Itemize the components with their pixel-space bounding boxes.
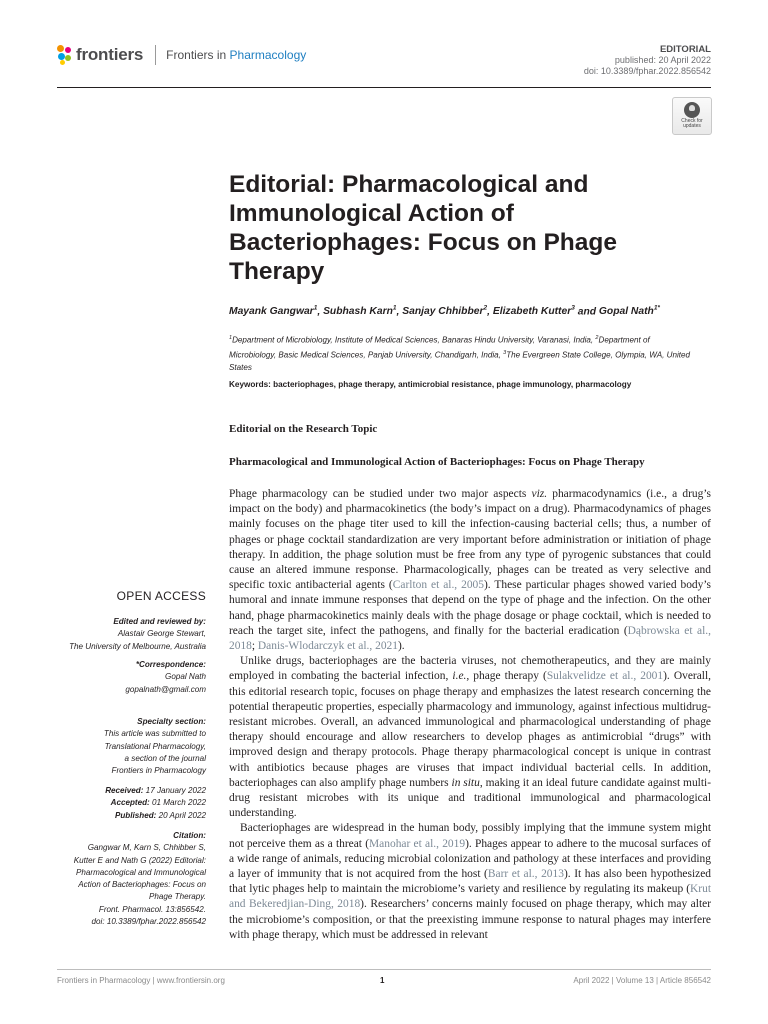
badge-line-1: Check for — [681, 118, 703, 124]
dates-section — [40, 785, 206, 822]
article-body — [229, 487, 711, 943]
body-text-run: ). — [397, 640, 405, 653]
author-list: Mayank Gangwar$^1$, Subhash Karn$^1$, Sanjay Chhibber$^2$, Elizabeth Kutter$^3$ and Gopal Nath$^{1*}$ — [229, 305, 660, 318]
brand-name: frontiers — [76, 45, 144, 64]
correspondent-email[interactable]: gopalnath@gmail.com — [125, 684, 206, 694]
edited-by-label: Edited and reviewed by: — [113, 617, 206, 626]
italic-term: i.e., — [452, 670, 470, 683]
affiliations: $^1$Department of Microbiology, Institute of Medical Sciences, Banaras Hindu University, Varanasi, India, $^2$Department of Microbiology, Basic Medical Sciences, Panjab University, Chandigarh, India, $^3$The Evergreen State College, Olympia, WA, United States — [229, 335, 691, 373]
citation-doi[interactable]: doi: 10.3389/fphar.2022.856542 — [91, 917, 206, 927]
affiliation: The Evergreen State College, Olympia, WA, United States — [229, 350, 691, 373]
article-type: EDITORIAL — [659, 44, 711, 55]
body-text-run: Phage pharmacology can be studied under two major aspects — [229, 488, 532, 500]
citation-line: Gangwar M, Karn S, Chhibber S, — [87, 843, 206, 853]
check-updates-icon — [684, 102, 700, 118]
body-text-run: phage therapy ( — [469, 670, 547, 683]
body-text-run: ). These particular phages showed varied body’s humoral and innate immune responses that depend on the type of phage and the infection. On the other hand, phage pharmacokinetics mainly deals with the phage dosage or phage cocktail, which is needed to reach the target site, infect the pathogens, and finally for the bacterial eradication ( — [229, 579, 711, 637]
header-rule — [57, 87, 711, 88]
body-text-run: Unlike drugs, bacteriophages are the bacteria viruses, not chemotherapeutics, and they are mainly employed in combating the bacterial infection, — [229, 655, 711, 683]
body-text-run: Bacteriophages are widespread in the human body, possibly implying that the immune system might not perceive them as a threat ( — [229, 822, 711, 850]
citation-link[interactable]: Danis-Wlodarczyk et al., 2021 — [257, 640, 398, 653]
research-topic-link[interactable]: Pharmacological and Immunological Action of Bacteriophages: Focus on Phage Therapy — [229, 456, 645, 468]
correspondence-label: *Correspondence: — [135, 660, 206, 669]
body-paragraph — [229, 821, 711, 943]
citation-link[interactable]: Carlton et al., 2005 — [392, 579, 484, 592]
journal-name — [166, 48, 306, 62]
body-text-run: ; — [251, 640, 258, 653]
citation-section — [40, 830, 206, 928]
article-title: Editorial: Pharmacological and Immunological Action of Bacteriophages: Focus on Phage Therapy — [229, 171, 617, 285]
body-paragraph — [229, 487, 711, 654]
specialty-line: This article was submitted to — [103, 729, 206, 739]
italic-term: in situ — [451, 776, 480, 789]
citation-line: Phage Therapy. — [149, 892, 206, 902]
body-text-run: ). Phages appear to adhere to the mucosal surfaces of a wide range of animals, reducing microbial colonization and pathology at these interfaces and providing a layer of immunity that is not acquired from the host ( — [229, 837, 711, 881]
body-text-run: ). It has also been hypothesized that lytic phages help to maintain the microbiome’s variety and resilience by regulating its makeup ( — [229, 868, 711, 896]
body-paragraph — [229, 654, 711, 821]
citation-link[interactable]: Manohar et al., 2019 — [369, 837, 466, 850]
specialty-section — [40, 716, 206, 777]
body-text-run: pharmacodynamics (i.e., a drug’s impact on the body) and pharmacokinetics (the body’s impact on a drug). Pharmacodynamics of phages mainly focuses on the phage titer used to kill the infection-causing bacterial cells; thus, a number of phages or phage cocktail standardization are very important before administration or initiation of phage therapy. In addition, the phage solution must be free from any type of pyrogenic substances that could cause an altered immune response. Pharmacologically, phages can be treated as very selective and specific toxic antibacterial agents ( — [229, 488, 711, 592]
footer-issue-info: April 2022 | Volume 13 | Article 856542 — [573, 976, 711, 985]
affiliation: Department of Microbiology, Institute of Medical Sciences, Banaras Hindu University, Varanasi, India, — [232, 335, 596, 345]
footer-journal-link[interactable]: Frontiers in Pharmacology | www.frontiersin.org — [57, 976, 225, 985]
frontiers-logo[interactable] — [57, 45, 306, 65]
body-text-run: , making it an ideal future candidate against multi-drug resistant microbes with its unique and traditional immunological and pharmacological understanding. — [229, 776, 712, 820]
editor-section — [40, 616, 206, 653]
affiliation: Department of Microbiology, Basic Medical Sciences, Panjab University, Chandigarh, India, — [229, 335, 650, 360]
article-meta — [584, 44, 711, 77]
logo-divider — [155, 45, 156, 65]
correspondence-section — [40, 659, 206, 696]
editorial-on-label: Editorial on the Research Topic — [229, 423, 378, 435]
citation-link[interactable]: Dąbrowska et al., 2018 — [229, 624, 711, 653]
editor-affiliation: The University of Melbourne, Australia — [69, 641, 206, 651]
footer-rule — [57, 969, 711, 970]
accepted-date: Accepted: 01 March 2022 — [110, 798, 206, 808]
keywords: Keywords: bacteriophages, phage therapy, antimicrobial resistance, phage immunology, pharmacology — [229, 380, 632, 389]
published-date-side: Published: 20 April 2022 — [114, 810, 206, 820]
citation-line: Front. Pharmacol. 13:856542. — [98, 904, 206, 914]
open-access-label: OPEN ACCESS — [116, 589, 206, 603]
specialty-label: Specialty section: — [137, 717, 206, 726]
citation-link[interactable]: Krut and Bekeredjian-Ding, 2018 — [229, 883, 711, 911]
author[interactable]: Gopal Nath$^{1*}$ — [598, 305, 660, 318]
page-number: 1 — [380, 976, 385, 985]
journal-brand: Pharmacology — [229, 48, 307, 62]
body-text-run: ). Researchers’ concerns mainly focused on phage therapy, which may alter the microbiome’s composition, or that the preexisting immune response to natural phages may interfere with phage therapy, which must be addressed in relevant — [229, 898, 712, 941]
specialty-line: Frontiers in Pharmacology — [111, 766, 206, 776]
citation-link[interactable]: Sulakvelidze et al., 2001 — [546, 670, 664, 683]
citation-line: Kutter E and Nath G (2022) Editorial: — [73, 855, 206, 865]
author[interactable]: Sanjay Chhibber$^2$ — [402, 305, 488, 318]
specialty-line: a section of the journal — [124, 753, 206, 763]
published-date: published: 20 April 2022 — [614, 55, 711, 65]
citation-line: Action of Bacteriophages: Focus on — [78, 880, 206, 890]
body-text-run: ). Overall, this editorial research topic, focuses on phage therapy and emphasizes the latest research concerning the potential therapeutic properties, especially pharmacology and immunology, against infectious multidrug-resistant microbes. Overall, an advanced immunological and pharmacological understanding of phage therapy should encourage and allow researchers to develop phages as antimicrobial “drugs” with improved design and therapy protocols. Phage therapy pharmacological concept is unique in contrast with antibiotics because phages are viruses that impact individual bacterial cells. In addition, bacteriophages can also amplify phage numbers — [229, 670, 711, 789]
received-date: Received: 17 January 2022 — [105, 786, 206, 795]
header-doi[interactable]: doi: 10.3389/fphar.2022.856542 — [583, 66, 711, 76]
correspondent-name: Gopal Nath — [165, 672, 206, 682]
editor-name: Alastair George Stewart, — [117, 629, 206, 639]
author[interactable]: Mayank Gangwar$^1$ — [229, 305, 318, 318]
italic-term: viz. — [531, 488, 548, 500]
journal-prefix: Frontiers in — [166, 48, 227, 62]
badge-line-2: updates — [683, 123, 701, 129]
frontiers-logo-icon — [57, 45, 73, 65]
check-for-updates-badge[interactable] — [672, 97, 712, 135]
citation-line: Pharmacological and Immunological — [75, 867, 206, 877]
author[interactable]: Subhash Karn$^1$ — [323, 305, 397, 318]
citation-link[interactable]: Barr et al., 2013 — [487, 868, 564, 881]
specialty-line: Translational Pharmacology, — [104, 741, 206, 751]
author[interactable]: Elizabeth Kutter$^3$ — [492, 305, 575, 318]
citation-label: Citation: — [173, 831, 206, 840]
